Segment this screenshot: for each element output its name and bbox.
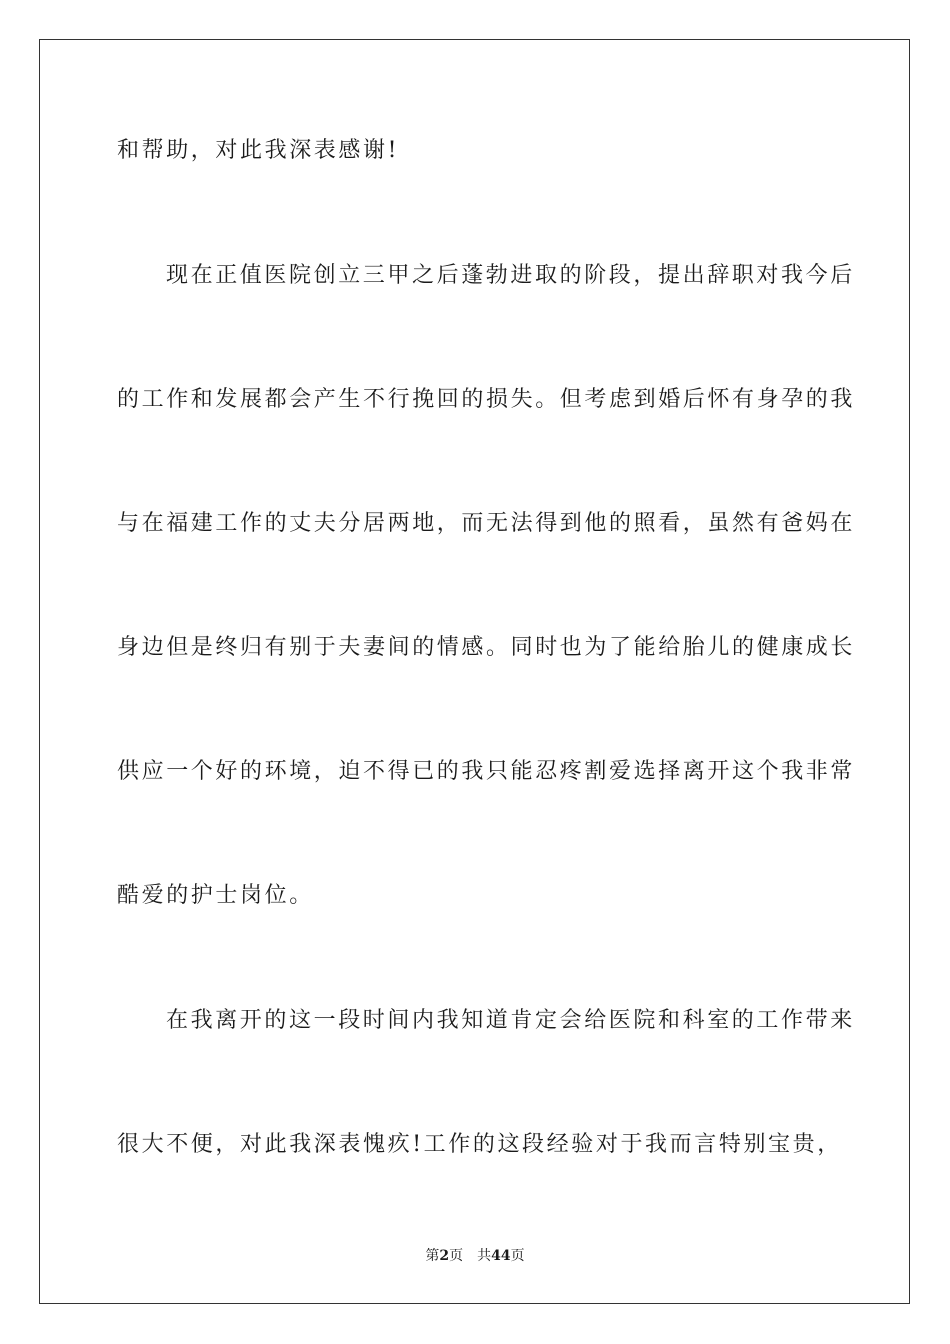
text-line-4: 与在福建工作的丈夫分居两地，而无法得到他的照看，虽然有爸妈在 bbox=[117, 511, 856, 536]
total-label-prefix: 共 bbox=[477, 1248, 492, 1264]
text-line-3: 的工作和发展都会产生不行挽回的损失。但考虑到婚后怀有身孕的我 bbox=[117, 387, 856, 412]
page-label-prefix: 第 bbox=[425, 1248, 440, 1264]
text-line-5: 身边但是终归有别于夫妻间的情感。同时也为了能给胎儿的健康成长 bbox=[117, 635, 856, 660]
text-line-2-paragraph-start: 现在正值医院创立三甲之后蓬勃进取的阶段，提出辞职对我今后 bbox=[166, 263, 855, 288]
total-label-suffix: 页 bbox=[510, 1248, 525, 1264]
page-footer bbox=[0, 1247, 950, 1265]
text-line-7: 酷爱的护士岗位。 bbox=[117, 883, 314, 908]
text-line-8-paragraph-start: 在我离开的这一段时间内我知道肯定会给医院和科室的工作带来 bbox=[166, 1008, 855, 1033]
page-label-suffix: 页 bbox=[449, 1248, 464, 1264]
text-line-9: 很大不便，对此我深表愧疚!工作的这段经验对于我而言特别宝贵， bbox=[117, 1132, 842, 1157]
page-border bbox=[39, 39, 910, 1304]
text-line-1: 和帮助，对此我深表感谢! bbox=[117, 138, 400, 163]
text-line-6: 供应一个好的环境，迫不得已的我只能忍疼割爱选择离开这个我非常 bbox=[117, 759, 856, 784]
total-pages-number: 44 bbox=[491, 1248, 511, 1264]
current-page-number: 2 bbox=[439, 1248, 450, 1264]
